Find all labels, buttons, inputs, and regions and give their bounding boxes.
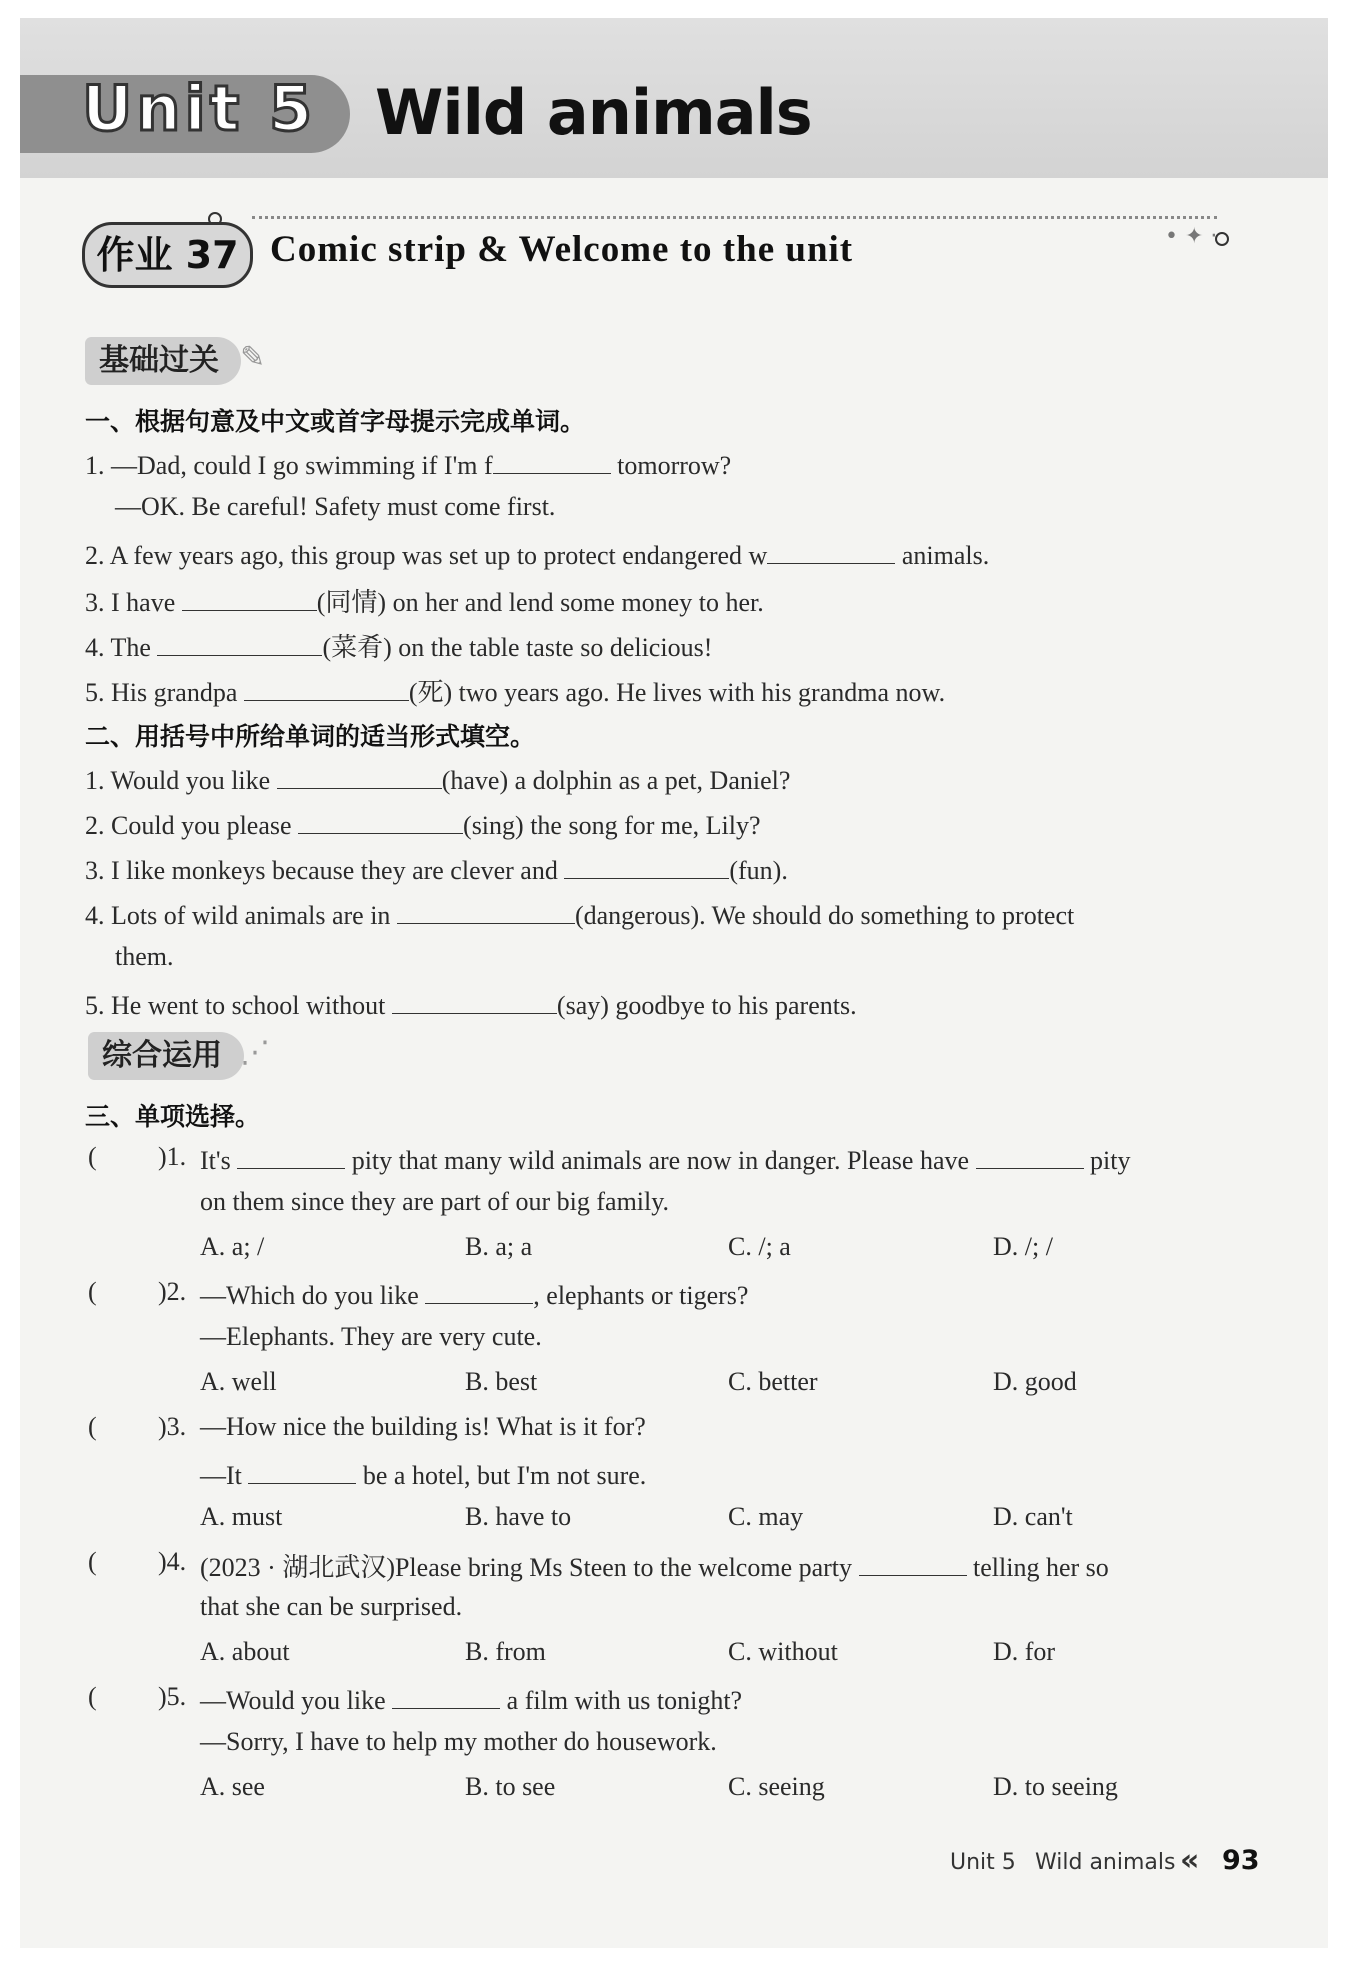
answer-blank[interactable] [244, 674, 409, 701]
p2-q5: 5. He went to school without (say) goodbye to his parents. [85, 987, 857, 1021]
p1-q2: 2. A few years ago, this group was set up to protect endangered w animals. [85, 537, 989, 571]
answer-blank[interactable] [298, 807, 463, 834]
option-b[interactable]: B. from [465, 1637, 546, 1666]
question-number: )3. [158, 1412, 187, 1441]
option-b[interactable]: B. best [465, 1367, 538, 1396]
mc-q1-stem-cont: on them since they are part of our big family. [200, 1187, 670, 1216]
p1-q4: 4. The (菜肴) on the table taste so delicious! [85, 627, 712, 664]
p2-q4: 4. Lots of wild animals are in (dangerous). We should do something to protect [85, 897, 1074, 931]
option-a[interactable]: A. must [200, 1502, 283, 1531]
unit-label: Unit 5 [82, 72, 317, 145]
p2-q1: 1. Would you like (have) a dolphin as a pet, Daniel? [85, 762, 790, 796]
footer-title: Wild animals [1035, 1850, 1176, 1875]
mc-q3-stem: —How nice the building is! What is it for? [200, 1412, 646, 1441]
p1-q3: 3. I have (同情) on her and lend some money to her. [85, 582, 764, 619]
question-number: )1. [158, 1142, 187, 1171]
option-d[interactable]: D. good [993, 1367, 1077, 1396]
option-a[interactable]: A. a; / [200, 1232, 265, 1261]
answer-blank[interactable] [237, 1142, 345, 1169]
p1-q1: 1. —Dad, could I go swimming if I'm f tomorrow? [85, 447, 731, 481]
brush-icon: ⋰ [240, 1035, 270, 1070]
answer-blank[interactable] [976, 1142, 1084, 1169]
p1-q1-reply: —OK. Be careful! Safety must come first. [115, 492, 556, 521]
answer-blank[interactable] [493, 447, 611, 474]
option-a[interactable]: A. well [200, 1367, 277, 1396]
answer-paren[interactable]: ( [88, 1412, 97, 1441]
section-tag-basic: 基础过关 [85, 337, 241, 385]
answer-blank[interactable] [157, 629, 322, 656]
dotted-divider [252, 216, 1217, 219]
p1-q5: 5. His grandpa (死) two years ago. He lives with his grandma now. [85, 672, 945, 709]
double-chevron-left-icon: « [1180, 1843, 1200, 1878]
option-d[interactable]: D. to seeing [993, 1772, 1118, 1801]
answer-blank[interactable] [277, 762, 442, 789]
answer-blank[interactable] [392, 987, 557, 1014]
pencil-icon: ✎ [240, 340, 266, 375]
answer-paren[interactable]: ( [88, 1277, 97, 1306]
answer-blank[interactable] [564, 852, 729, 879]
unit-title: Wild animals [375, 76, 812, 149]
option-a[interactable]: A. see [200, 1772, 265, 1801]
option-c[interactable]: C. seeing [728, 1772, 825, 1801]
question-number: )5. [158, 1682, 187, 1711]
answer-paren[interactable]: ( [88, 1142, 97, 1171]
p2-q4-cont: them. [115, 942, 174, 971]
option-b[interactable]: B. to see [465, 1772, 556, 1801]
mc-q4-stem: (2023 · 湖北武汉)Please bring Ms Steen to the welcome party telling her so [200, 1547, 1109, 1584]
homework-title: Comic strip & Welcome to the unit [270, 229, 854, 270]
answer-blank[interactable] [859, 1549, 967, 1576]
option-c[interactable]: C. better [728, 1367, 818, 1396]
option-b[interactable]: B. have to [465, 1502, 572, 1531]
answer-blank[interactable] [248, 1457, 356, 1484]
mc-q1-stem: It's pity that many wild animals are now in danger. Please have pity [200, 1142, 1130, 1176]
option-c[interactable]: C. /; a [728, 1232, 791, 1261]
option-b[interactable]: B. a; a [465, 1232, 533, 1261]
option-d[interactable]: D. can't [993, 1502, 1073, 1531]
mc-q4-stem-cont: that she can be surprised. [200, 1592, 463, 1621]
footer-unit: Unit 5 [950, 1850, 1016, 1875]
part1-heading: 一、根据句意及中文或首字母提示完成单词。 [85, 407, 586, 436]
answer-paren[interactable]: ( [88, 1547, 97, 1576]
sparkle-icon: • ✦ · [1165, 224, 1218, 249]
question-number: )2. [158, 1277, 187, 1306]
homework-badge: 作业 37 [82, 222, 253, 288]
answer-paren[interactable]: ( [88, 1682, 97, 1711]
page-number: 93 [1222, 1845, 1260, 1876]
mc-q3-reply: —It be a hotel, but I'm not sure. [200, 1457, 646, 1491]
mc-q5-reply: —Sorry, I have to help my mother do housework. [200, 1727, 717, 1756]
mc-q2-reply: —Elephants. They are very cute. [200, 1322, 542, 1351]
p2-q3: 3. I like monkeys because they are clever and (fun). [85, 852, 788, 886]
part3-heading: 三、单项选择。 [85, 1102, 261, 1131]
mc-q2-stem: —Which do you like , elephants or tigers? [200, 1277, 748, 1311]
mc-q5-stem: —Would you like a film with us tonight? [200, 1682, 742, 1716]
option-c[interactable]: C. without [728, 1637, 838, 1666]
option-c[interactable]: C. may [728, 1502, 804, 1531]
option-a[interactable]: A. about [200, 1637, 290, 1666]
answer-blank[interactable] [397, 897, 575, 924]
option-d[interactable]: D. for [993, 1637, 1056, 1666]
section-tag-comprehensive: 综合运用 [88, 1032, 244, 1080]
p2-q2: 2. Could you please (sing) the song for me, Lily? [85, 807, 761, 841]
option-d[interactable]: D. /; / [993, 1232, 1053, 1261]
answer-blank[interactable] [392, 1682, 500, 1709]
answer-blank[interactable] [767, 537, 895, 564]
question-number: )4. [158, 1547, 187, 1576]
part2-heading: 二、用括号中所给单词的适当形式填空。 [85, 722, 536, 751]
answer-blank[interactable] [182, 584, 317, 611]
answer-blank[interactable] [425, 1277, 533, 1304]
